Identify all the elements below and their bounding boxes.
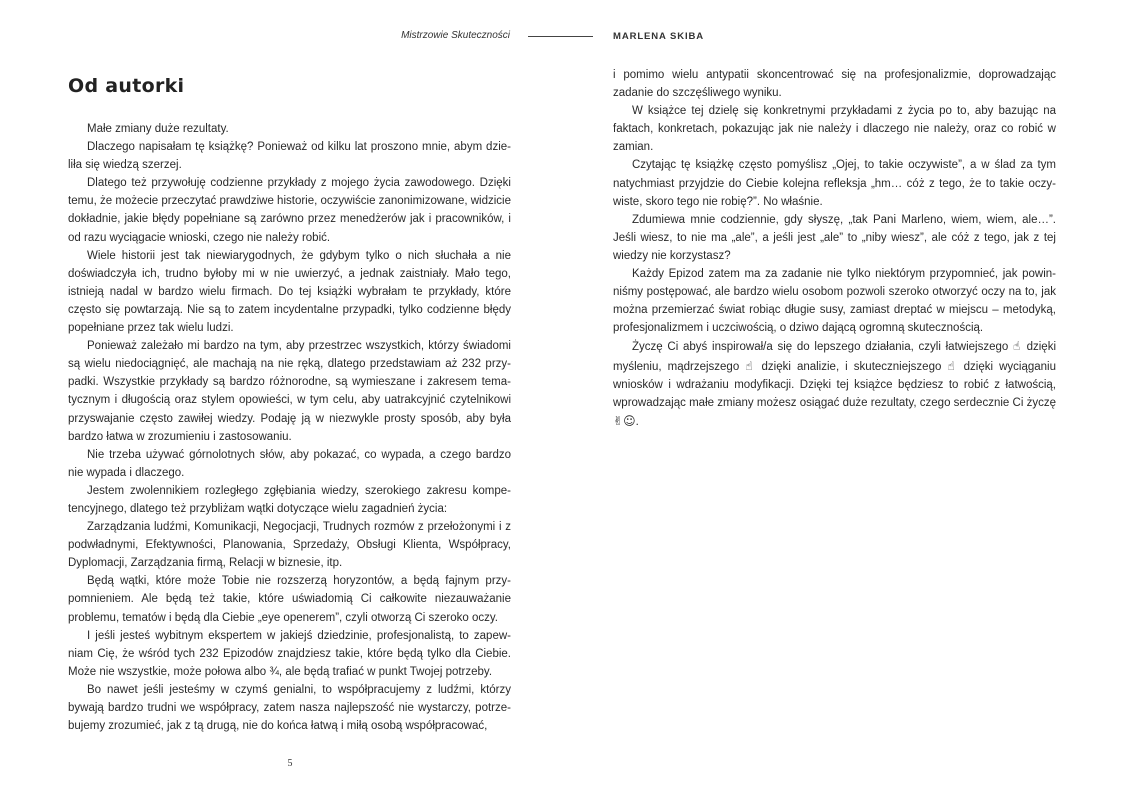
- paragraph: Dlaczego napisałam tę książkę? Ponieważ od kilku lat proszono mnie, abym dzieliła się wiedzą szerzej.: [68, 141, 511, 172]
- smiley-icon: ☺: [623, 413, 636, 428]
- victory-hand-icon: ✌: [613, 413, 624, 428]
- paragraph: Dlatego też przywołuję codzienne przykłady z mojego życia zawodowego. Dzięki temu, że możecie przeczytać prawdziwe historie, oczywiście zanonimizowane, widzicie dokładnie, jakie błędy popełniane są zarówno przez menedżerów jak i pracowników, i od razu wyciągacie wnioski, czego nie należy robić.: [68, 177, 511, 244]
- header-divider: [528, 36, 593, 37]
- paragraph: Jestem zwolennikiem rozległego zgłębiania wiedzy, szerokiego zakresu kompetencyjnego, dlatego też przybliżam wątki dotyczące wielu zagadnień życia:: [68, 484, 511, 515]
- pointing-hand-icon: ☝: [1013, 339, 1022, 354]
- closing-text: Życzę Ci abyś inspirował/a się do lepszego działania, czyli łatwiejszego: [632, 341, 1013, 354]
- paragraph: Nie trzeba używać górnolotnych słów, aby pokazać, co wypada, a czego bardzo nie wypada i dlaczego.: [68, 448, 511, 479]
- header-series-title: Mistrzowie Skuteczności: [401, 30, 510, 41]
- paragraph: Bo nawet jeśli jesteśmy w czymś genialni, to współpracujemy z ludźmi, którzy bywają bardzo trudni we współpracy, zatem nasza najlepszość nie wystarczy, potrzebujemy zrozumieć, jak z tą drugą, nie do końca łatwą i miłą osobą współpracować,: [68, 683, 511, 733]
- paragraph: I jeśli jesteś wybitnym ekspertem w jakiejś dziedzinie, profesjonalistą, to zapewniam Cię, że wśród tych 232 Epizodów znajdziesz takie, które będą tylko dla Ciebie. Może nie wszystkie, może połowa albo ¾, ale będą trafiać w punkt Twojej potrzeby.: [68, 629, 511, 678]
- pointing-hand-icon: ☝: [947, 358, 958, 373]
- chapter-title: Od autorki: [68, 75, 185, 97]
- header-author: MARLENA SKIBA: [613, 31, 705, 42]
- paragraph-continued: i pomimo wielu antypatii skoncentrować się na profesjonalizmie, doprowadzając zadanie do szczęśliwego wyniku.: [613, 69, 1056, 100]
- closing-text: dzięki wyciąganiu wniosków i wdrażaniu modyfikacji. Dzięki tej książce będziesz to robić z łatwością, wprowadzając małe zmiany możesz osiągać duże rezultaty, czego serdecznie Ci życzę: [613, 360, 1056, 409]
- paragraph: Będą wątki, które może Tobie nie rozszerzą horyzontów, a będą fajnym przypomnieniem. Ale będą też takie, które uświadomią Ci całkowite niezauważanie problemu, tematów i będą dla Ciebie „eye openerem”, czyli otworzą Ci szeroko oczy.: [68, 575, 511, 624]
- right-column: [613, 66, 1056, 431]
- paragraph: Ponieważ zależało mi bardzo na tym, aby przestrzec wszystkich, którzy świadomi są wielu niedociągnięć, ale machają na nie ręką, dlatego przedstawiam aż 232 przypadki. Wszystkie przykłady są bardzo różnorodne, są wymieszane i zakresem tematycznym i długością oraz stylem opowieści, w tym celu, aby uatrakcyjnić czytelnikowi przyswajanie często zawiłej wiedzy. Podaję ją w niezwykle prosty sposób, aby była bardzo łatwa w zrozumieniu i zastosowaniu.: [68, 340, 511, 443]
- closing-text: dzięki analizie, i skuteczniejszego: [755, 360, 948, 373]
- paragraph: W książce tej dzielę się konkretnymi przykładami z życia po to, aby bazując na faktach, konkretach, pokazując jak nie należy i dlaczego nie należy, oraz co robić w zamian.: [613, 105, 1056, 154]
- paragraph: Zarządzania ludźmi, Komunikacji, Negocjacji, Trudnych rozmów z przełożonymi i z podwładnymi, Efektywności, Planowania, Sprzedaży, Obsługi Klienta, Współpracy, Dyplomacji, Zarządzania firmą, Relacji w biznesie, itp.: [68, 521, 511, 570]
- pointing-hand-icon: ☝: [745, 358, 756, 373]
- paragraph: Małe zmiany duże rezultaty.: [87, 123, 229, 135]
- paragraph: Wiele historii jest tak niewiarygodnych, że gdybym tylko o nich słuchała a nie doświadczyła ich, trudno byłoby mi w nie uwierzyć, a jednak zaistniały. Mało tego, istnieją nadal w bardzo wielu firmach. Do tej książki wybrałam te przykłady, które często się powtarzają. Nie są to zatem incydentalne przypadki, tylko codzienne błędy popełniane przez tak wielu ludzi.: [68, 249, 511, 335]
- closing-text: .: [635, 415, 639, 428]
- paragraph: Każdy Epizod zatem ma za zadanie nie tylko niektórym przypomnieć, jak powinniśmy postępować, ale bardzo wielu osobom pozwoli szeroko otworzyć oczy na to, jak można przemierzać świat robiąc długie susy, zamiast dreptać w miejscu – metodyką, profesjonalizmem i uczciwością, o dziwo dającą ogromną skutecznością.: [613, 268, 1056, 335]
- page-number: 5: [287, 758, 293, 769]
- closing-text: dzięki myśleniu, mądrzejszego: [613, 341, 1056, 373]
- left-column: [68, 120, 511, 735]
- closing-paragraph: [613, 337, 1056, 430]
- paragraph: Czytając tę książkę często pomyślisz „Ojej, to takie oczywiste”, a w ślad za tym natychmiast przyjdzie do Ciebie kolejna refleksja „hm… cóż z tego, że to takie oczywiste, skoro tego nie robię?”. No właśnie.: [613, 159, 1056, 208]
- paragraph: Zdumiewa mnie codziennie, gdy słyszę, „tak Pani Marleno, wiem, wiem, ale…”. Jeśli wiesz, to nie ma „ale”, a jeśli jest „ale” to „niby wiesz”, ale cóż z tego, jak z tej wiedzy nie korzystasz?: [613, 213, 1056, 262]
